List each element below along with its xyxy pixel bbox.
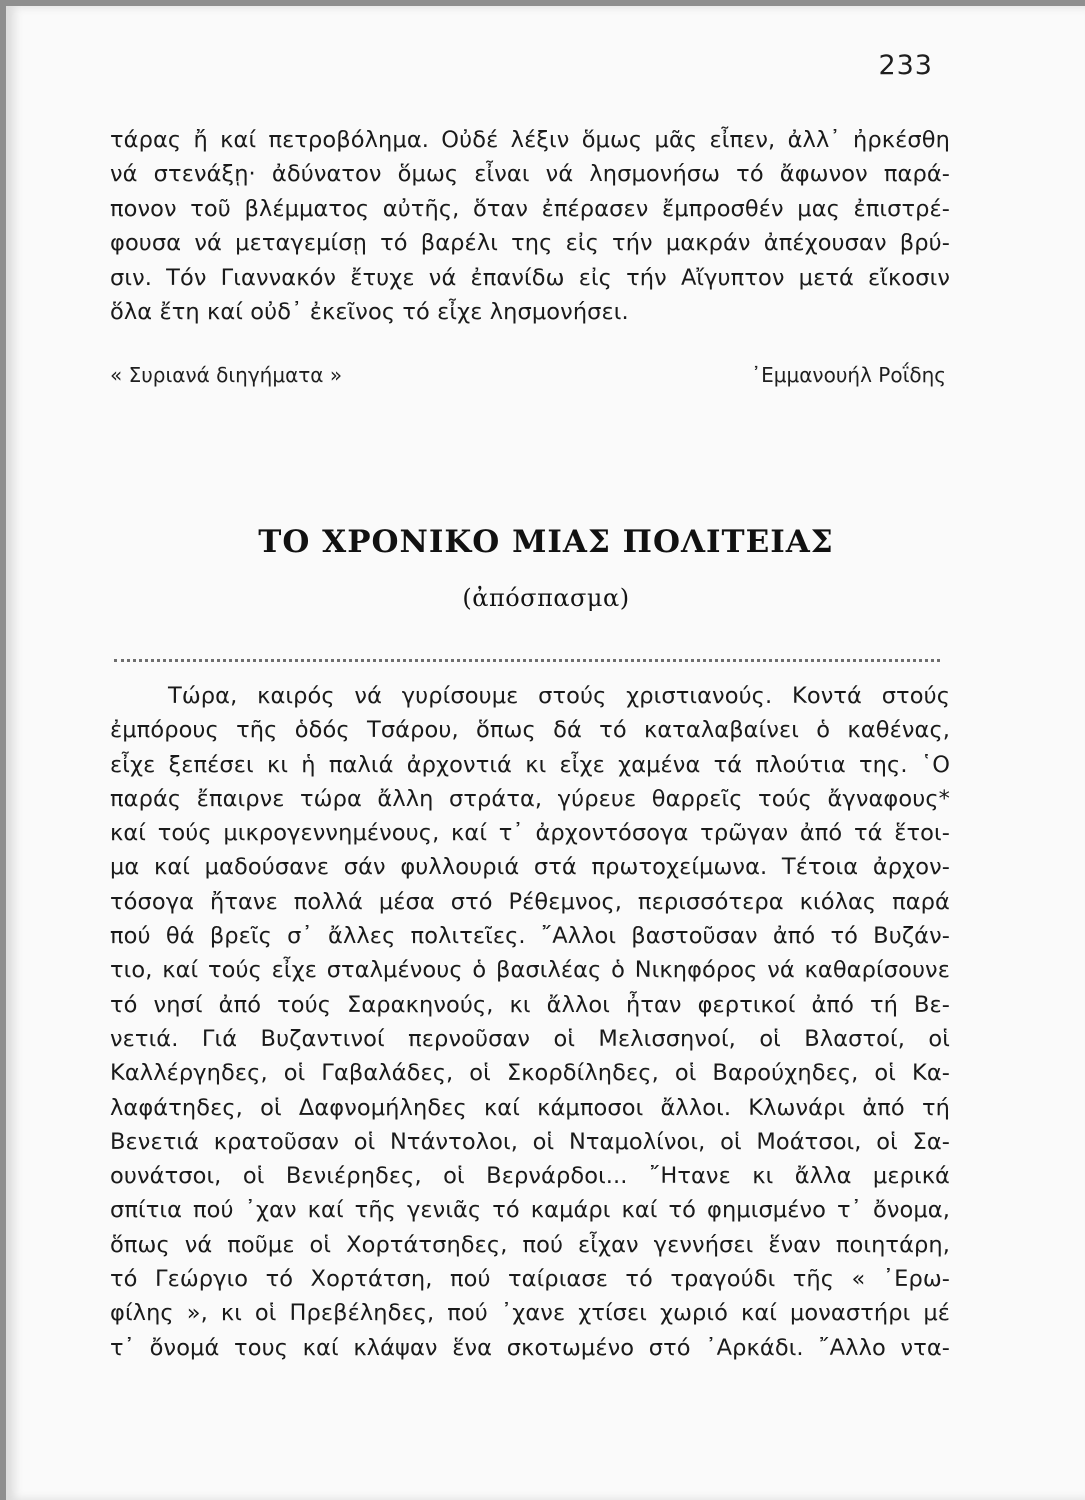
text-line: μα καί μαδούσανε σάν φυλλουριά στά πρωτοχείμωνα. Τέτοια ἀρχον-	[110, 854, 950, 881]
preceding-text-paragraph	[110, 123, 950, 329]
section-title: ΤΟ ΧΡΟΝΙΚΟ ΜΙΑΣ ΠΟΛΙΤΕΙΑΣ	[258, 524, 834, 560]
text-line: ὅλα ἔτη καί οὐδ᾽ ἐκεῖνος τό εἶχε λησμονήσει.	[110, 299, 629, 326]
text-line: πονον τοῦ βλέμματος αὐτῆς, ὅταν ἐπέρασεν ἔμπροσθέν μας ἐπιστρέ-	[110, 195, 950, 222]
text-line: Τώρα, καιρός νά γυρίσουμε στούς χριστιανούς. Κοντά στούς	[168, 683, 950, 709]
text-line: καί τούς μικρογεννημένους, καί τ᾽ ἀρχοντόσογα τρῶγαν ἀπό τά ἕτοι-	[110, 820, 950, 847]
text-line: φουσα νά μεταγεμίσῃ τό βαρέλι της εἰς τήν μακράν ἀπέχουσαν βρύ-	[110, 230, 950, 257]
text-line: παράς ἔπαιρνε τώρα ἄλλη στράτα, γύρευε θαρρεῖς τούς ἄγναφους*	[110, 785, 950, 812]
section-subtitle: (ἀπόσπασμα)	[462, 584, 630, 612]
text-line: εἶχε ξεπέσει κι ἡ παλιά ἀρχοντιά κι εἶχε χαμένα τά πλούτια της. ῾Ο	[110, 751, 950, 778]
book-page	[6, 6, 1085, 1500]
page-number: 233	[878, 50, 933, 81]
text-line: πού θά βρεῖς σ᾽ ἄλλες πολιτεῖες. ῎Αλλοι βαστοῦσαν ἀπό τό Βυζάν-	[110, 923, 950, 950]
attribution	[110, 363, 946, 387]
text-line: τάρας ἤ καί πετροβόλημα. Οὐδέ λέξιν ὅμως μᾶς εἶπεν, ἀλλ᾽ ἠρκέσθη	[110, 127, 950, 153]
text-line: τό Γεώργιο τό Χορτάτση, πού ταίριασε τό τραγούδι τῆς « ᾿Ερω-	[110, 1266, 950, 1293]
text-line: τόσογα ἤτανε πολλά μέσα στό Ρέθεμνος, περισσότερα κιόλας παρά	[110, 888, 950, 915]
text-line: Καλλέργηδες, οἱ Γαβαλάδες, οἱ Σκορδίληδες, οἱ Βαρούχηδες, οἱ Κα-	[110, 1060, 950, 1087]
dotted-separator	[114, 653, 940, 662]
attribution-source: « Συριανά διηγήματα »	[110, 363, 343, 387]
attribution-author: ᾿Εμμανουήλ Ροΐδης	[751, 363, 946, 387]
text-line: Βενετιά κρατοῦσαν οἱ Ντάντολοι, οἱ Νταμολίνοι, οἱ Μοάτσοι, οἱ Σα-	[110, 1128, 950, 1155]
text-line: ὅπως νά ποῦμε οἱ Χορτάτσηδες, πού εἶχαν γεννήσει ἕναν ποιητάρη,	[110, 1231, 950, 1258]
text-line: τό νησί ἀπό τούς Σαρακηνούς, κι ἄλλοι ἦταν φερτικοί ἀπό τή Βε-	[110, 991, 950, 1018]
text-line: σπίτια πού ᾽χαν καί τῆς γενιᾶς τό καμάρι καί τό φημισμένο τ᾽ ὄνομα,	[110, 1197, 950, 1224]
text-line: τ᾽ ὄνομά τους καί κλάψαν ἕνα σκοτωμένο στό ᾿Αρκάδι. ῎Αλλο ντα-	[110, 1334, 950, 1361]
text-line: ἐμπόρους τῆς ὁδός Τσάρου, ὅπως δά τό καταλαβαίνει ὁ καθένας,	[110, 717, 950, 744]
text-line: ουνάτσοι, οἱ Βενιέρηδες, οἱ Βερνάρδοι... ῎Ητανε κι ἄλλα μερικά	[110, 1163, 950, 1190]
text-line: φίλης », κι οἱ Πρεβέληδες, πού ᾽χανε χτίσει χωριό καί μοναστήρι μέ	[110, 1300, 950, 1327]
text-line: λαφάτηδες, οἱ Δαφνομήληδες καί κάμποσοι ἄλλοι. Κλωνάρι ἀπό τή	[110, 1094, 950, 1121]
excerpt-paragraph	[110, 679, 950, 1365]
text-line: νετιά. Γιά Βυζαντινοί περνοῦσαν οἱ Μελισσηνοί, οἱ Βλαστοί, οἱ	[110, 1025, 950, 1052]
text-line: τιο, καί τούς εἶχε σταλμένους ὁ βασιλέας ὁ Νικηφόρος νά καθαρίσουνε	[110, 957, 950, 984]
text-line: σιν. Τόν Γιαννακόν ἔτυχε νά ἐπανίδω εἰς τήν Αἴγυπτον μετά εἴκοσιν	[110, 264, 950, 291]
text-line: νά στενάξῃ· ἀδύνατον ὅμως εἶναι νά λησμονήσω τό ἄφωνον παρά-	[110, 161, 950, 188]
